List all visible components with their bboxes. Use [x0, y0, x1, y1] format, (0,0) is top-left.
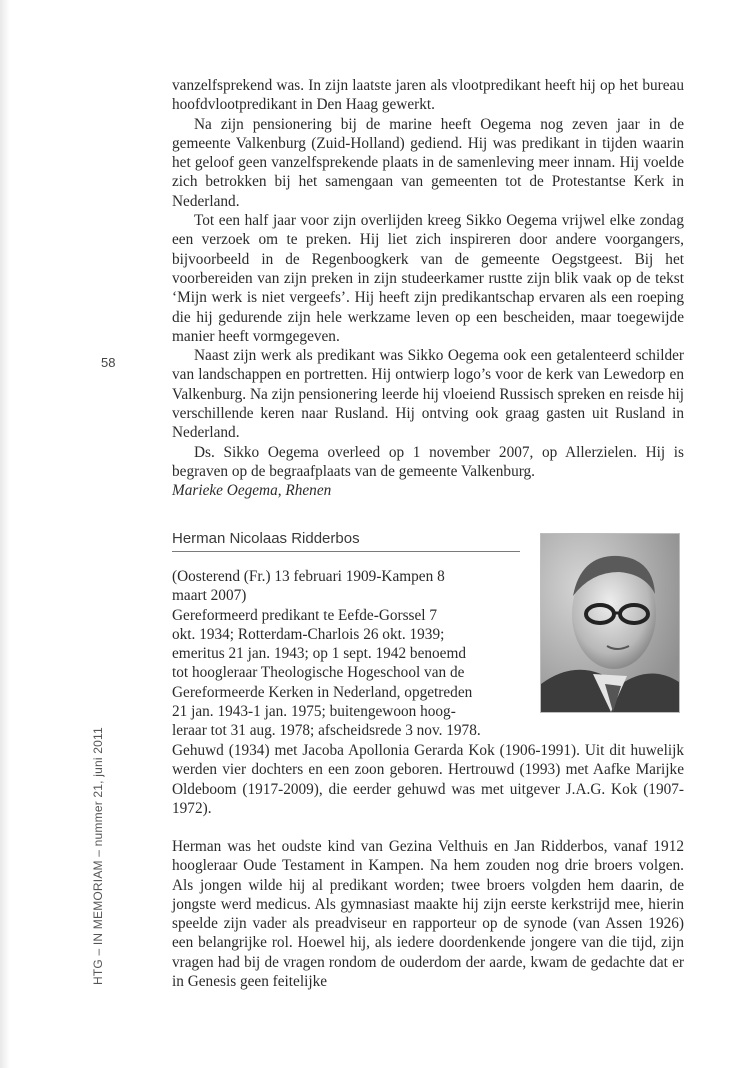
biographical-data	[172, 567, 520, 741]
bio-line: okt. 1934; Rotterdam-Charlois 26 okt. 1939;	[172, 625, 445, 643]
paragraph: Gehuwd (1934) met Jacoba Apollonia Gerarda Kok (1906-1991). Uit dit huwelijk werden vier dochters en een zoon geboren. Hertrouwd (1993) met Aafke Marijke Oldeboom (1917-2009), die eerder gehuwd was met uitgever J.A.G. Kok (1907-1972).	[172, 742, 684, 817]
paragraph: Ds. Sikko Oegema overleed op 1 november 2007, op Allerzielen. Hij is begraven op de begraafplaats van de gemeente Valkenburg.	[172, 443, 684, 480]
portrait-photo	[540, 533, 680, 713]
bio-line: Gereformeerd predikant te Eefde-Gorssel 7	[172, 606, 438, 624]
author-signature: Marieke Oegema, Rhenen	[172, 482, 332, 500]
oegema-obituary-text	[172, 76, 684, 501]
bio-line: leraar tot 31 aug. 1978; afscheidsrede 3 nov. 1978.	[172, 722, 481, 740]
ridderbos-obituary-text	[172, 837, 684, 991]
paragraph: Herman was het oudste kind van Gezina Velthuis en Jan Ridderbos, vanaf 1912 hoogleraar Oude Testament in Kampen. Na hem zouden nog drie broers volgen. Als jongen wilde hij al predikant worden; twee broers volgden hem daarin, de jongste werd medicus. Als gymnasiast maakte hij zijn eerste kerkstrijd mee, hierin speelde zijn vader als preadviseur en rapporteur op de synode (van Assen 1926) een belangrijke rol. Hoewel hij, als iedere doordenkende jongere van die tijd, zijn vragen had bij de vragen rondom de ouderdom der aarde, kwam de gedachte dat er in Genesis geen feitelijke	[172, 838, 684, 991]
running-head: HTG – IN MEMORIAM – nummer 21, juni 2011	[91, 727, 105, 985]
bio-line: Gereformeerde Kerken in Nederland, opgetreden	[172, 683, 473, 701]
paragraph: Na zijn pensionering bij de marine heeft Oegema nog zeven jaar in de gemeente Valkenburg (Zuid-Holland) gediend. Hij was predikant in tijden waarin het geloof geen vanzelfsprekende plaats in de samenleving meer innam. Hij voelde zich betrokken bij het samengaan van gemeenten tot de Protestantse Kerk in Nederland.	[172, 115, 684, 210]
bio-line: tot hoogleraar Theologische Hogeschool van de	[172, 664, 465, 682]
paragraph: Naast zijn werk als predikant was Sikko Oegema ook een getalenteerd schilder van landschappen en portretten. Hij ontwierp logo’s voor de kerk van Lewedorp en Valkenburg. Na zijn pensionering leerde hij vloeiend Russisch spreken en reisde hij verschillende keren naar Rusland. Hij ontving ook graag gasten uit Rusland in Nederland.	[172, 347, 684, 442]
paragraph: vanzelfsprekend was. In zijn laatste jaren als vlootpredikant heeft hij op het bureau hoofdvlootpredikant in Den Haag gewerkt.	[172, 77, 684, 114]
portrait-photo-image	[541, 534, 679, 712]
scan-edge-shadow	[0, 0, 10, 1068]
page-number: 58	[101, 355, 116, 370]
section-underline	[172, 551, 520, 552]
bio-line: emeritus 21 jan. 1943; op 1 sept. 1942 benoemd	[172, 645, 466, 663]
bio-line: (Oosterend (Fr.) 13 februari 1909-Kampen 8	[172, 568, 445, 585]
bio-line: 21 jan. 1943-1 jan. 1975; buitengewoon hoog-	[172, 703, 456, 721]
marriage-data	[172, 741, 684, 818]
paragraph: Tot een half jaar voor zijn overlijden kreeg Sikko Oegema vrijwel elke zondag een verzoek om te preken. Hij liet zich inspireren door andere voorgangers, bijvoorbeeld in de Regenboogkerk van de gemeente Oegstgeest. Bij het voorbereiden van zijn preken in zijn studeerkamer rustte zijn blik vaak op de tekst ‘Mijn werk is niet vergeefs’. Hij heeft zijn predikantschap ervaren als een roeping die hij gedurende zijn hele werkzame leven op een bescheiden, maar toegewijde manier heeft vormgegeven.	[172, 212, 684, 345]
bio-line: maart 2007)	[172, 587, 247, 605]
section-heading: Herman Nicolaas Ridderbos	[172, 530, 360, 547]
